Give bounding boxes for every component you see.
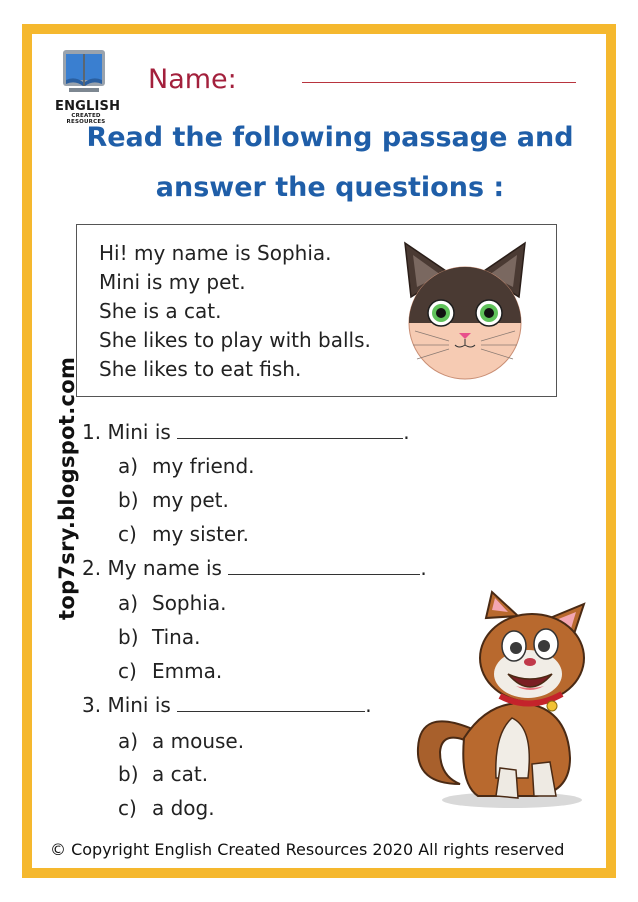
option-3c[interactable] — [118, 796, 215, 820]
option-letter: a) — [118, 454, 139, 478]
option-text: my sister. — [152, 522, 249, 546]
passage-line: She likes to eat fish. — [99, 357, 302, 381]
option-2c[interactable] — [118, 659, 222, 683]
name-blank-line[interactable] — [302, 82, 576, 83]
option-1a[interactable] — [118, 454, 255, 478]
option-3b[interactable] — [118, 762, 208, 786]
question-prompt: 1. Mini is — [82, 420, 171, 444]
option-text: a cat. — [152, 762, 209, 786]
question-prompt: 2. My name is — [82, 556, 222, 580]
passage-line: Hi! my name is Sophia. — [99, 241, 332, 265]
question-end: . — [403, 420, 410, 444]
question-2 — [82, 556, 427, 580]
name-label: Name: — [148, 64, 237, 95]
cartoon-cat-illustration — [400, 588, 600, 810]
answer-blank[interactable] — [177, 420, 403, 439]
option-text: Sophia. — [152, 591, 227, 615]
option-text: my pet. — [152, 488, 229, 512]
logo — [55, 48, 121, 125]
passage-line: She is a cat. — [99, 299, 222, 323]
answer-blank[interactable] — [177, 693, 365, 712]
option-1c[interactable] — [118, 522, 249, 546]
option-text: Emma. — [152, 659, 223, 683]
instruction-heading-line-2: answer the questions : — [155, 172, 505, 203]
passage-line: Mini is my pet. — [99, 270, 246, 294]
passage-line: She likes to play with balls. — [99, 328, 371, 352]
option-letter: b) — [118, 488, 139, 512]
option-letter: b) — [118, 762, 139, 786]
question-end: . — [365, 693, 372, 717]
question-1 — [82, 420, 410, 444]
answer-blank[interactable] — [228, 556, 420, 575]
reading-passage-box — [76, 224, 557, 397]
option-text: a mouse. — [152, 729, 245, 753]
option-letter: b) — [118, 625, 139, 649]
option-letter: a) — [118, 591, 139, 615]
question-end: . — [420, 556, 427, 580]
option-2b[interactable] — [118, 625, 200, 649]
option-text: my friend. — [152, 454, 255, 478]
logo-title: ENGLISH — [55, 99, 121, 114]
option-text: a dog. — [152, 796, 215, 820]
option-letter: c) — [118, 659, 137, 683]
option-3a[interactable] — [118, 729, 244, 753]
copyright-notice: © Copyright English Created Resources 2020 All rights reserved — [50, 840, 565, 859]
option-letter: c) — [118, 522, 137, 546]
option-letter: c) — [118, 796, 137, 820]
option-letter: a) — [118, 729, 139, 753]
logo-subtitle: CREATED RESOURCES — [66, 113, 106, 125]
option-text: Tina. — [152, 625, 201, 649]
instruction-heading-line-1: Read the following passage and — [86, 122, 574, 153]
question-prompt: 3. Mini is — [82, 693, 171, 717]
option-2a[interactable] — [118, 591, 226, 615]
passage-text — [99, 239, 371, 384]
book-icon — [61, 48, 107, 94]
question-3 — [82, 693, 372, 717]
option-1b[interactable] — [118, 488, 229, 512]
side-website-url: top7sry.blogspot.com — [55, 356, 79, 620]
cat-face-illustration — [397, 235, 537, 385]
